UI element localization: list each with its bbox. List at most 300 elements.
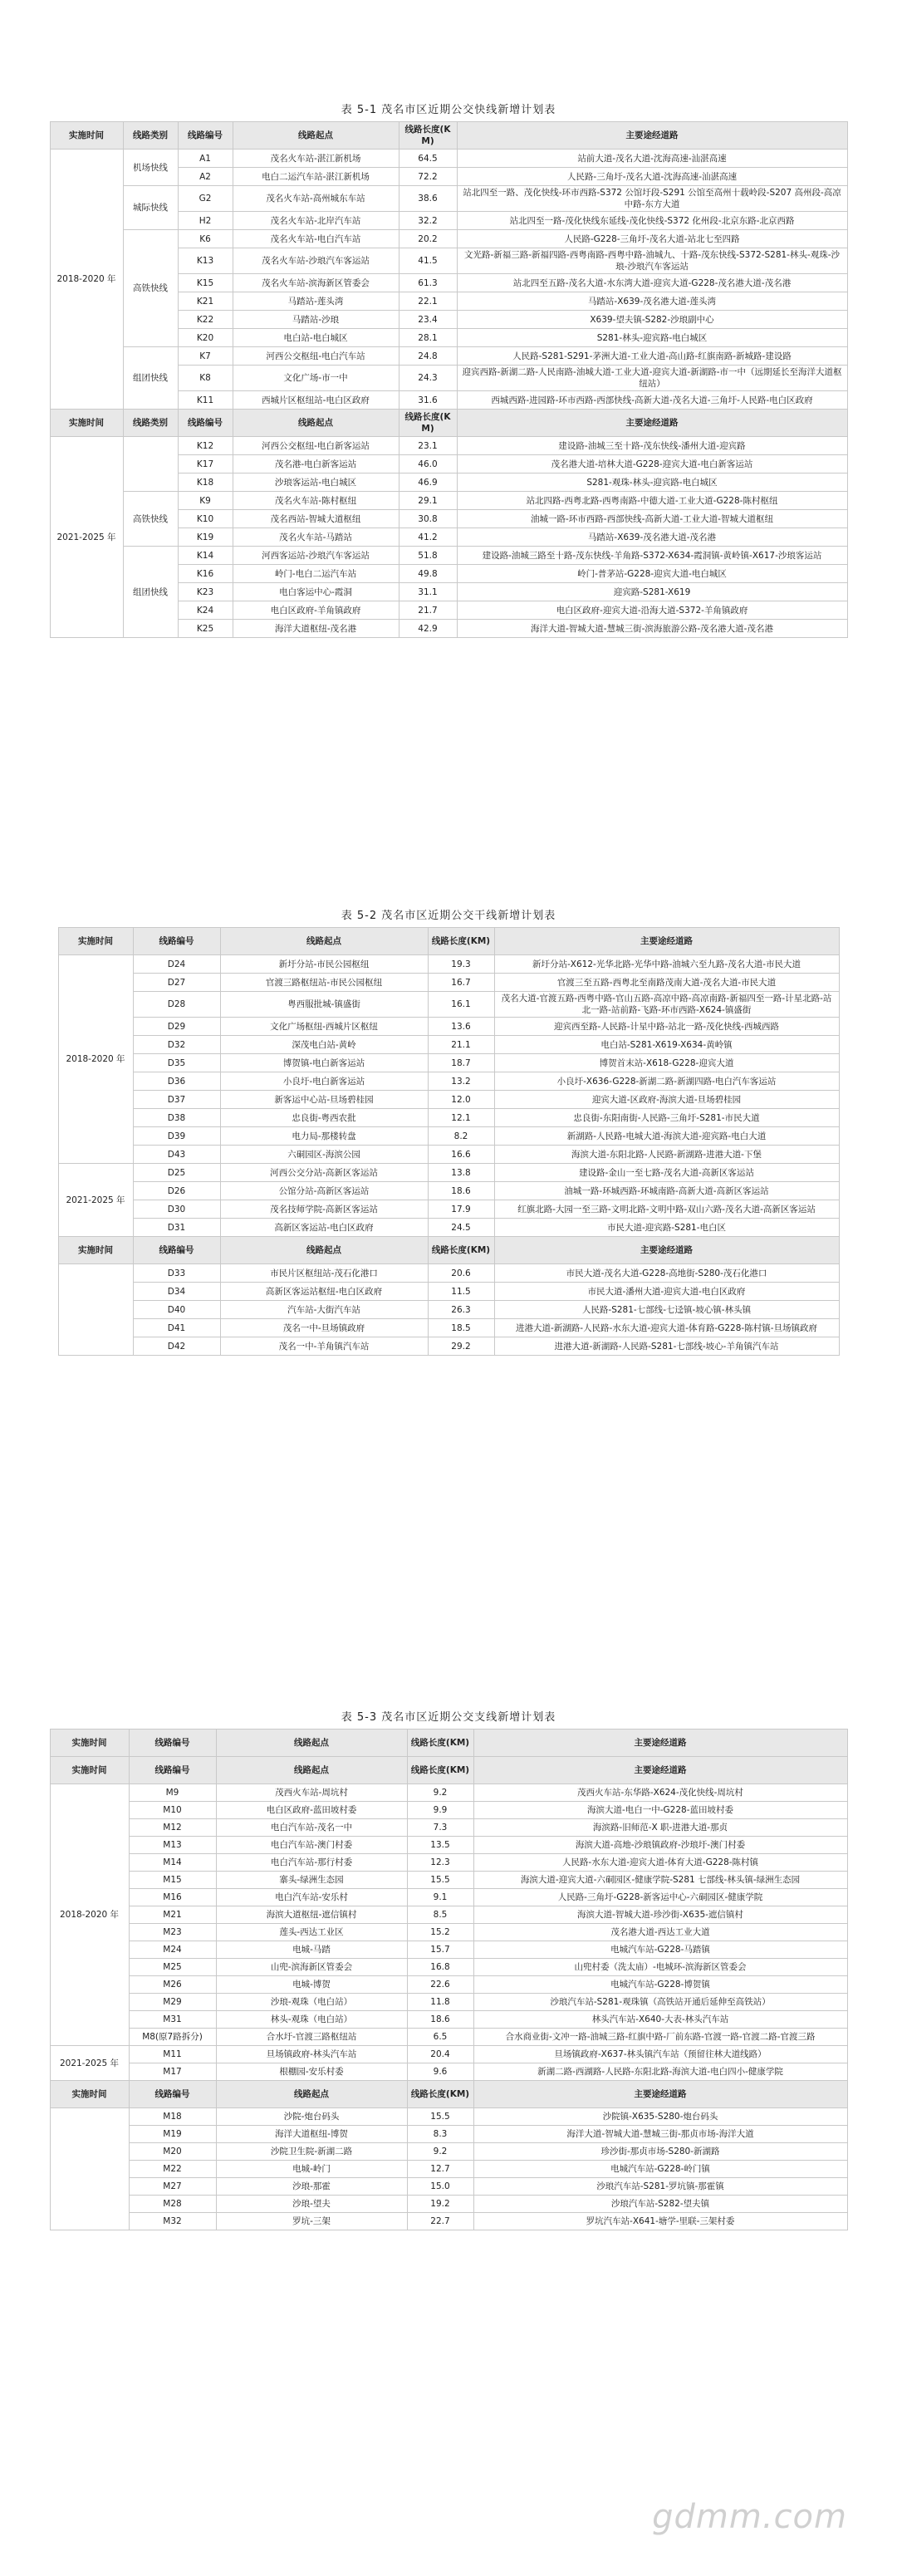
table-cell: 沙琅-那霍: [216, 2178, 407, 2196]
table-cell: 8.5: [407, 1906, 473, 1924]
table-cell: M29: [129, 1994, 216, 2011]
table-cell: 新湖路-人民路-电城大道-海滨大道-迎宾路-电白大道: [494, 1127, 839, 1146]
table-cell: 18.6: [407, 2011, 473, 2029]
table-cell: 8.2: [428, 1127, 494, 1146]
table-cell: 32.2: [399, 212, 457, 230]
table-row: [58, 1036, 839, 1054]
table-row: [58, 1109, 839, 1127]
table-cell: 64.5: [399, 150, 457, 168]
table-row: [50, 2178, 847, 2196]
table-cell: K18: [178, 473, 233, 492]
table-cell: D28: [133, 992, 220, 1018]
table-cell: 22.6: [407, 1976, 473, 1994]
table-cell: 电城汽车站-G228-博贺镇: [473, 1976, 847, 1994]
table-cell: 电力局-那楼转盘: [220, 1127, 428, 1146]
table-cell: 人民路-三角圩-茂名大道-沈海高速-汕湛高速: [457, 168, 847, 186]
period-cell: 2021-2025 年: [50, 2046, 129, 2081]
table-cell: 茂名火车站-高州城东车站: [233, 186, 399, 212]
table-row: [50, 150, 847, 168]
table-cell: K19: [178, 528, 233, 547]
table-cell: D24: [133, 955, 220, 974]
header-cell: 实施时间: [50, 2081, 129, 2108]
table-cell: 19.3: [428, 955, 494, 974]
table-cell: 12.1: [428, 1109, 494, 1127]
table-cell: 岭门-普茅站-G228-迎宾大道-电白城区: [457, 565, 847, 583]
table-cell: 茂名火车站-湛江新机场: [233, 150, 399, 168]
table-cell: M14: [129, 1854, 216, 1872]
table-cell: 电白二运汽车站-湛江新机场: [233, 168, 399, 186]
table-cell: 旦场镇政府-林头汽车站: [216, 2046, 407, 2063]
header-cell: 线路起点: [220, 928, 428, 955]
table-cell: 24.8: [399, 347, 457, 366]
table-cell: 新客运中心站-旦场碧桂园: [220, 1091, 428, 1109]
table-cell: 马踏站-沙琅: [233, 311, 399, 329]
table-cell: 博贺首末站-X618-G228-迎宾大道: [494, 1054, 839, 1072]
table-cell: 迎宾大道-区政府-海滨大道-旦场碧桂园: [494, 1091, 839, 1109]
header-cell: 主要途经道路: [457, 410, 847, 437]
table-cell: M12: [129, 1819, 216, 1837]
table-cell: 市民片区枢纽站-茂石化港口: [220, 1264, 428, 1283]
table-cell: 13.6: [428, 1018, 494, 1036]
table-cell: 电城汽车站-G228-岭门镇: [473, 2161, 847, 2178]
table-cell: 海洋大道-智城大道-慧城三街-那贞市场-海洋大道: [473, 2126, 847, 2143]
table-cell: 海滨大道-东阳北路-人民路-新湖路-进港大道-下堡: [494, 1146, 839, 1164]
table-row: [50, 1924, 847, 1941]
category-cell: 组团快线: [123, 547, 178, 638]
table-cell: 23.4: [399, 311, 457, 329]
table-cell: 电白汽车站-那行村委: [216, 1854, 407, 1872]
table-cell: M8(原7路拆分): [129, 2029, 216, 2046]
table-cell: 16.6: [428, 1146, 494, 1164]
header-cell: 线路长度(KM): [407, 1757, 473, 1784]
header-cell: 实施时间: [58, 928, 133, 955]
table3-caption: 表 5-3 茂名市区近期公交支线新增计划表: [341, 1711, 556, 1724]
table-cell: D43: [133, 1146, 220, 1164]
header-cell: 主要途经道路: [473, 2081, 847, 2108]
table-cell: 建设路-油城三路至十路-茂东快线-羊角路-S372-X634-霞洞镇-黄岭镇-X617-沙琅客运站: [457, 547, 847, 565]
table-cell: 迎宾西路-新湖二路-人民南路-油城大道-工业大道-迎宾大道-新湖路-市一中（远期延长至海洋大道枢纽站）: [457, 366, 847, 391]
table-row: [58, 1072, 839, 1091]
table-row: [50, 2063, 847, 2081]
table-row: [50, 2143, 847, 2161]
table2-section: [0, 905, 897, 1356]
table-cell: 24.5: [428, 1219, 494, 1237]
table-cell: 41.5: [399, 248, 457, 274]
table-cell: 29.1: [399, 492, 457, 510]
table-cell: 41.2: [399, 528, 457, 547]
table-cell: 茂名西站-智城大道枢纽: [233, 510, 399, 528]
table-cell: M26: [129, 1976, 216, 1994]
table1: [50, 121, 848, 638]
table-cell: 建设路-金山一至七路-茂名大道-高新区客运站: [494, 1164, 839, 1182]
table-row: [50, 547, 847, 565]
table-cell: D41: [133, 1319, 220, 1337]
table-cell: 13.8: [428, 1164, 494, 1182]
table-cell: 河西公交枢纽-电白汽车站: [233, 347, 399, 366]
table-cell: K21: [178, 292, 233, 311]
table-cell: 11.5: [428, 1283, 494, 1301]
table-cell: 26.3: [428, 1301, 494, 1319]
table-cell: 茂名火车站-沙琅汽车客运站: [233, 248, 399, 274]
table-cell: K16: [178, 565, 233, 583]
header-cell: 线路起点: [220, 1237, 428, 1264]
table-cell: G2: [178, 186, 233, 212]
table-cell: K15: [178, 274, 233, 292]
table-cell: 9.2: [407, 2143, 473, 2161]
table-cell: 新圩分站-市民公园枢纽: [220, 955, 428, 974]
table-cell: 12.0: [428, 1091, 494, 1109]
table-cell: 罗坑-三架: [216, 2213, 407, 2230]
table-cell: 进港大道-新湖路-人民路-S281-七部线-坡心-羊角镇汽车站: [494, 1337, 839, 1356]
category-cell: 城际快线: [123, 186, 178, 230]
table-cell: 莲头-西达工业区: [216, 1924, 407, 1941]
table-cell: 市民大道-潘州大道-迎宾大道-电白区政府: [494, 1283, 839, 1301]
table-cell: D33: [133, 1264, 220, 1283]
header-cell: 主要途经道路: [473, 1757, 847, 1784]
header-cell: 线路起点: [216, 2081, 407, 2108]
table-cell: D34: [133, 1283, 220, 1301]
table-row: [50, 2046, 847, 2063]
table-cell: 电白客运中心-霞洞: [233, 583, 399, 601]
table-cell: M28: [129, 2196, 216, 2213]
table-row: [58, 955, 839, 974]
table-cell: 茂名火车站-电白汽车站: [233, 230, 399, 248]
table-cell: 高新区客运站-电白区政府: [220, 1219, 428, 1237]
table-cell: K22: [178, 311, 233, 329]
table-cell: 15.5: [407, 2108, 473, 2126]
table-row: [50, 1784, 847, 1802]
table-cell: 12.7: [407, 2161, 473, 2178]
table-cell: 22.1: [399, 292, 457, 311]
table-cell: 市民大道-茂名大道-G228-高地街-S280-茂石化港口: [494, 1264, 839, 1283]
table-cell: 电白站-电白城区: [233, 329, 399, 347]
table-cell: 人民路-S281-S291-茅洲大道-工业大道-高山路-红旗南路-新城路-建设路: [457, 347, 847, 366]
table3-header-row: [50, 1730, 847, 1757]
table-cell: D35: [133, 1054, 220, 1072]
header-cell: 线路编号: [178, 410, 233, 437]
table-cell: 16.8: [407, 1959, 473, 1976]
table-cell: M21: [129, 1906, 216, 1924]
header-cell: 线路长度(KM): [407, 1730, 473, 1757]
period-cell: 2018-2020 年: [50, 1784, 129, 2046]
table3-header-row: [50, 2081, 847, 2108]
table-cell: 林头-观珠（电白站）: [216, 2011, 407, 2029]
table-cell: 电白区政府-迎宾大道-沿海大道-S372-羊角镇政府: [457, 601, 847, 620]
table3-section: [0, 1707, 897, 2230]
table-cell: 河西公交枢纽-电白新客运站: [233, 437, 399, 455]
table-cell: 合水圩-官渡三路枢纽站: [216, 2029, 407, 2046]
table-cell: 28.1: [399, 329, 457, 347]
table-cell: 海洋大道-智城大道-慧城三街-滨海旅游公路-茂名港大道-茂名港: [457, 620, 847, 638]
table-cell: D27: [133, 974, 220, 992]
table-cell: 马踏站-X639-茂名港大道-莲头湾: [457, 292, 847, 311]
table-cell: 18.7: [428, 1054, 494, 1072]
table-cell: 茂名港-电白新客运站: [233, 455, 399, 473]
header-cell: 实施时间: [50, 122, 123, 150]
table-cell: K10: [178, 510, 233, 528]
header-cell: 线路起点: [233, 410, 399, 437]
header-cell: 主要途经道路: [457, 122, 847, 150]
table-row: [58, 1200, 839, 1219]
table-cell: D38: [133, 1109, 220, 1127]
table-cell: 海洋大道枢纽-茂名港: [233, 620, 399, 638]
table-cell: 海滨大道枢纽-遮信镇村: [216, 1906, 407, 1924]
table-cell: M18: [129, 2108, 216, 2126]
table-cell: 六硐园区-海滨公园: [220, 1146, 428, 1164]
table-cell: 粤西服批城-镇盛街: [220, 992, 428, 1018]
table-cell: 旦场镇政府-X637-林头镇汽车站（预留往林大道线路）: [473, 2046, 847, 2063]
table-row: [50, 2213, 847, 2230]
table-cell: 西城片区枢纽站-电白区政府: [233, 391, 399, 410]
table-row: [50, 1941, 847, 1959]
table-cell: 电白区政府-蓝田坡村委: [216, 1802, 407, 1819]
table-cell: 罗坑汽车站-X641-塘学-里联-三架村委: [473, 2213, 847, 2230]
table-cell: 15.0: [407, 2178, 473, 2196]
header-cell: 线路类别: [123, 122, 178, 150]
table-cell: 官渡三至五路-西粤北至南路茂南大道-茂名大道-市民大道: [494, 974, 839, 992]
table-cell: 公馆分站-高新区客运站: [220, 1182, 428, 1200]
table-row: [50, 1872, 847, 1889]
header-cell: 线路编号: [133, 928, 220, 955]
table-row: [50, 1906, 847, 1924]
table-cell: K23: [178, 583, 233, 601]
table-cell: 根棚园-安乐村委: [216, 2063, 407, 2081]
table-cell: 沙琅汽车站-S281-观珠镇（高铁站开通后延伸至高铁站）: [473, 1994, 847, 2011]
table-cell: D42: [133, 1337, 220, 1356]
header-cell: 实施时间: [58, 1237, 133, 1264]
category-cell: 高铁快线: [123, 492, 178, 547]
table-row: [58, 974, 839, 992]
table-cell: 茂名火车站-陈村枢纽: [233, 492, 399, 510]
period-cell: [50, 2108, 129, 2230]
table-cell: 电城汽车站-G228-马踏镇: [473, 1941, 847, 1959]
table-row: [58, 1337, 839, 1356]
table-cell: 马踏站-莲头湾: [233, 292, 399, 311]
table-cell: 新湖二路-西湖路-人民路-东阳北路-海滨大道-电白四小-健康学院: [473, 2063, 847, 2081]
table-cell: 沙院镇-X635-S280-炮台码头: [473, 2108, 847, 2126]
table-cell: 进港大道-新湖路-人民路-水东大道-迎宾大道-体育路-G228-陈村镇-旦场镇政府: [494, 1319, 839, 1337]
table-cell: K20: [178, 329, 233, 347]
table-cell: 9.1: [407, 1889, 473, 1906]
table-cell: 沙琅-望夫: [216, 2196, 407, 2213]
table-cell: 31.1: [399, 583, 457, 601]
table-cell: 茂名火车站-滨海新区管委会: [233, 274, 399, 292]
period-cell: 2018-2020 年: [58, 955, 133, 1164]
table-cell: 23.1: [399, 437, 457, 455]
table-cell: M10: [129, 1802, 216, 1819]
table-cell: 21.7: [399, 601, 457, 620]
table-cell: 博贺镇-电白新客运站: [220, 1054, 428, 1072]
header-cell: 线路编号: [129, 1730, 216, 1757]
table-row: [50, 1889, 847, 1906]
table2-header-row: [58, 1237, 839, 1264]
category-cell: [123, 437, 178, 492]
header-cell: 主要途经道路: [494, 1237, 839, 1264]
table-cell: 油城一路-环市西路-西部快线-高新大道-工业大道-智城大道枢纽: [457, 510, 847, 528]
table-cell: 站北四至一路、茂化快线-环市西路-S372 公馆圩段-S291 公馆至高州十载岭段-S207 高州段-高凉中路-东方大道: [457, 186, 847, 212]
table-row: [50, 2108, 847, 2126]
table-cell: 深茂电白站-黄岭: [220, 1036, 428, 1054]
header-cell: 线路编号: [129, 2081, 216, 2108]
table-cell: D29: [133, 1018, 220, 1036]
table-cell: 茂名火车站-马踏站: [233, 528, 399, 547]
table-cell: 20.2: [399, 230, 457, 248]
table-row: [58, 1054, 839, 1072]
table2: [58, 927, 840, 1356]
table3: [50, 1729, 848, 2230]
table-cell: M16: [129, 1889, 216, 1906]
table-cell: 38.6: [399, 186, 457, 212]
table-cell: 72.2: [399, 168, 457, 186]
table-cell: D32: [133, 1036, 220, 1054]
table-row: [58, 1127, 839, 1146]
header-cell: 线路长度(KM): [428, 1237, 494, 1264]
table-cell: 13.5: [407, 1837, 473, 1854]
header-cell: 线路长度(KM): [428, 928, 494, 955]
table-cell: 6.5: [407, 2029, 473, 2046]
table-cell: 站前大道-茂名大道-沈海高速-汕湛高速: [457, 150, 847, 168]
table-cell: 红旗北路-大园一至三路-文明北路-文明中路-双山六路-茂名大道-高新区客运站: [494, 1200, 839, 1219]
table-cell: K14: [178, 547, 233, 565]
table-cell: 16.7: [428, 974, 494, 992]
table-cell: M24: [129, 1941, 216, 1959]
table-cell: 站北四至五路-茂名大道-水东湾大道-迎宾大道-G228-茂名港大道-茂名港: [457, 274, 847, 292]
table-cell: 沙琅汽车站-S282-望夫镇: [473, 2196, 847, 2213]
table-row: [58, 1182, 839, 1200]
table-cell: 河西客运站-沙琅汽车客运站: [233, 547, 399, 565]
header-cell: 实施时间: [50, 410, 123, 437]
table-cell: 电城-岭门: [216, 2161, 407, 2178]
table-cell: D39: [133, 1127, 220, 1146]
table-cell: K7: [178, 347, 233, 366]
table-cell: 油城一路-环城西路-环城南路-高新大道-高新区客运站: [494, 1182, 839, 1200]
table-row: [50, 1819, 847, 1837]
table-row: [50, 437, 847, 455]
table-cell: 山兜-滨海新区管委会: [216, 1959, 407, 1976]
table-cell: D31: [133, 1219, 220, 1237]
table-row: [58, 1319, 839, 1337]
period-cell: 2021-2025 年: [58, 1164, 133, 1237]
header-cell: 主要途经道路: [494, 928, 839, 955]
table-cell: K8: [178, 366, 233, 391]
header-cell: 线路长度(KM): [399, 122, 457, 150]
table-cell: 海滨大道-高地-沙琅镇政府-沙琅圩-澳门村委: [473, 1837, 847, 1854]
table-cell: A1: [178, 150, 233, 168]
table-row: [50, 1854, 847, 1872]
table-row: [50, 2011, 847, 2029]
category-cell: 组团快线: [123, 347, 178, 410]
table-cell: D36: [133, 1072, 220, 1091]
table-cell: 沙琅汽车站-S281-罗坑镇-那霍镇: [473, 2178, 847, 2196]
table-cell: M23: [129, 1924, 216, 1941]
table-cell: K25: [178, 620, 233, 638]
table-row: [58, 1146, 839, 1164]
table-row: [50, 186, 847, 212]
table-cell: K12: [178, 437, 233, 455]
table-cell: 13.2: [428, 1072, 494, 1091]
table-cell: 12.3: [407, 1854, 473, 1872]
header-cell: 线路起点: [233, 122, 399, 150]
table-cell: 沙院卫生院-新湖二路: [216, 2143, 407, 2161]
table-cell: 忠良街-东阳南街-人民路-三角圩-S281-市民大道: [494, 1109, 839, 1127]
table-cell: 沙琅-观珠（电白站）: [216, 1994, 407, 2011]
table-cell: H2: [178, 212, 233, 230]
table-row: [58, 992, 839, 1018]
table-cell: 文化广场-市一中: [233, 366, 399, 391]
table-cell: 海滨大道-迎宾大道-六硐园区-健康学院-S281 七部线-林头镇-绿洲生态园: [473, 1872, 847, 1889]
table-cell: 9.6: [407, 2063, 473, 2081]
table-cell: 茂名大道-官渡五路-西粤中路-官山五路-高凉中路-高凉南路-新福四至一路-计星北路-站北一路-站前路-飞路-环市西路-X624-镇盛街: [494, 992, 839, 1018]
table-cell: 人民路-S281-七部线-七迳镇-坡心镇-林头镇: [494, 1301, 839, 1319]
table-cell: M15: [129, 1872, 216, 1889]
table-row: [58, 1264, 839, 1283]
table-cell: 寨头-绿洲生态园: [216, 1872, 407, 1889]
table-cell: 电城-博贺: [216, 1976, 407, 1994]
table-cell: 迎宾路-S281-X619: [457, 583, 847, 601]
table-cell: 西城西路-进园路-环市西路-西部快线-高新大道-茂名大道-三角圩-人民路-电白区政府: [457, 391, 847, 410]
table-cell: 山兜村委（洗太庙）-电城环-滨海新区管委会: [473, 1959, 847, 1976]
table-cell: M25: [129, 1959, 216, 1976]
header-cell: 线路起点: [216, 1757, 407, 1784]
table2-header-row: [58, 928, 839, 955]
table-cell: 电城-马踏: [216, 1941, 407, 1959]
header-cell: 线路编号: [129, 1757, 216, 1784]
table-row: [50, 1994, 847, 2011]
table-cell: K6: [178, 230, 233, 248]
table1-header-row: [50, 122, 847, 150]
table-row: [58, 1091, 839, 1109]
header-cell: 主要途经道路: [473, 1730, 847, 1757]
table-row: [50, 2161, 847, 2178]
table-cell: 9.9: [407, 1802, 473, 1819]
table-cell: 岭门-电白二运汽车站: [233, 565, 399, 583]
table-cell: K9: [178, 492, 233, 510]
table2-caption: 表 5-2 茂名市区近期公交干线新增计划表: [341, 910, 556, 922]
table-cell: M22: [129, 2161, 216, 2178]
table-cell: 海滨大道-电白一中-G228-蓝田坡村委: [473, 1802, 847, 1819]
table-cell: 人民路-三角圩-G228-新客运中心-六硐园区-健康学院: [473, 1889, 847, 1906]
table-cell: 29.2: [428, 1337, 494, 1356]
table-cell: 海洋大道枢纽-博贺: [216, 2126, 407, 2143]
table-row: [50, 2196, 847, 2213]
table-cell: 7.3: [407, 1819, 473, 1837]
table-cell: 新圩分站-X612-光华北路-光华中路-油城六至九路-茂名大道-市民大道: [494, 955, 839, 974]
table-cell: A2: [178, 168, 233, 186]
table-cell: 22.7: [407, 2213, 473, 2230]
table-cell: D37: [133, 1091, 220, 1109]
table-cell: S281-林头-迎宾路-电白城区: [457, 329, 847, 347]
table-row: [50, 347, 847, 366]
table-cell: 海滨大道-智城大道-珍沙街-X635-遮信镇村: [473, 1906, 847, 1924]
table1-caption: 表 5-1 茂名市区近期公交快线新增计划表: [341, 104, 556, 116]
table-cell: 沙琅客运站-电白城区: [233, 473, 399, 492]
table-cell: 站北四至一路-茂化快线东延线-茂化快线-S372 化州段-北京东路-北京西路: [457, 212, 847, 230]
header-cell: 线路起点: [216, 1730, 407, 1757]
header-cell: 实施时间: [50, 1730, 129, 1757]
table-cell: 合水商业街-文冲一路-油城三路-红旗中路-厂前东路-官渡一路-官渡二路-官渡三路: [473, 2029, 847, 2046]
period-cell: 2018-2020 年: [50, 150, 123, 410]
table-cell: 电白汽车站-茂名一中: [216, 1819, 407, 1837]
table-cell: 20.4: [407, 2046, 473, 2063]
table-cell: 电白汽车站-澳门村委: [216, 1837, 407, 1854]
table-cell: 茂名技师学院-高新区客运站: [220, 1200, 428, 1219]
table-cell: 电白站-S281-X619-X634-黄岭镇: [494, 1036, 839, 1054]
table-cell: 15.2: [407, 1924, 473, 1941]
table-cell: 15.7: [407, 1941, 473, 1959]
table-cell: M20: [129, 2143, 216, 2161]
table-cell: 49.8: [399, 565, 457, 583]
table-cell: M17: [129, 2063, 216, 2081]
